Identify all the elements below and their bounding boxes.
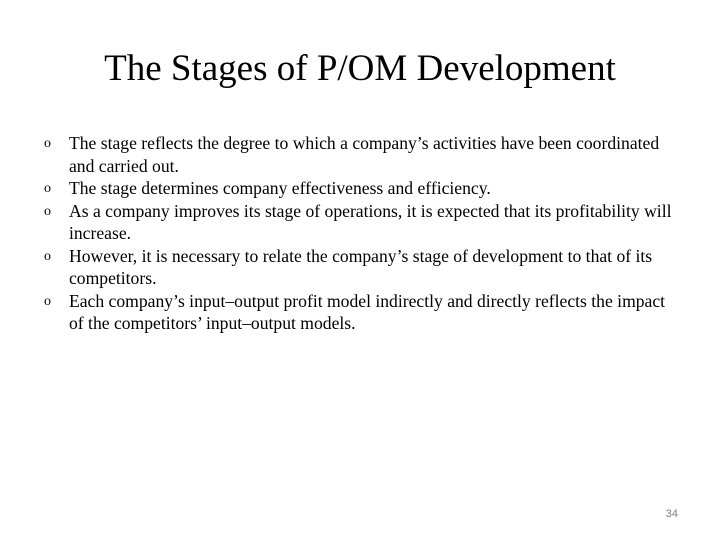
bullet-marker-icon: o — [44, 293, 51, 309]
bullet-marker-icon: o — [44, 203, 51, 219]
bullet-item — [44, 132, 684, 177]
bullet-marker-icon: o — [44, 181, 51, 196]
bullet-item — [44, 245, 684, 290]
slide-title: The Stages of P/OM Development — [104, 48, 616, 89]
bullet-item — [44, 290, 684, 335]
bullet-list — [44, 132, 684, 335]
bullet-item — [44, 200, 684, 245]
bullet-text: However, it is necessary to relate the company’s stage of development to that of its competitors. — [69, 245, 653, 288]
bullet-marker-icon: o — [44, 136, 51, 151]
bullet-text: The stage reflects the degree to which a company’s activities have been coordinated and carried out. — [69, 133, 660, 176]
bullet-marker-icon: o — [44, 248, 51, 264]
bullet-text: The stage determines company effectiveness and efficiency. — [69, 178, 491, 198]
page-number: 34 — [665, 508, 678, 520]
bullet-text: As a company improves its stage of operations, it is expected that its profitability will increase. — [69, 200, 672, 243]
bullet-item — [44, 177, 684, 200]
bullet-text: Each company’s input–output profit model indirectly and directly reflects the impact of the competitors’ input–output models. — [69, 290, 666, 333]
